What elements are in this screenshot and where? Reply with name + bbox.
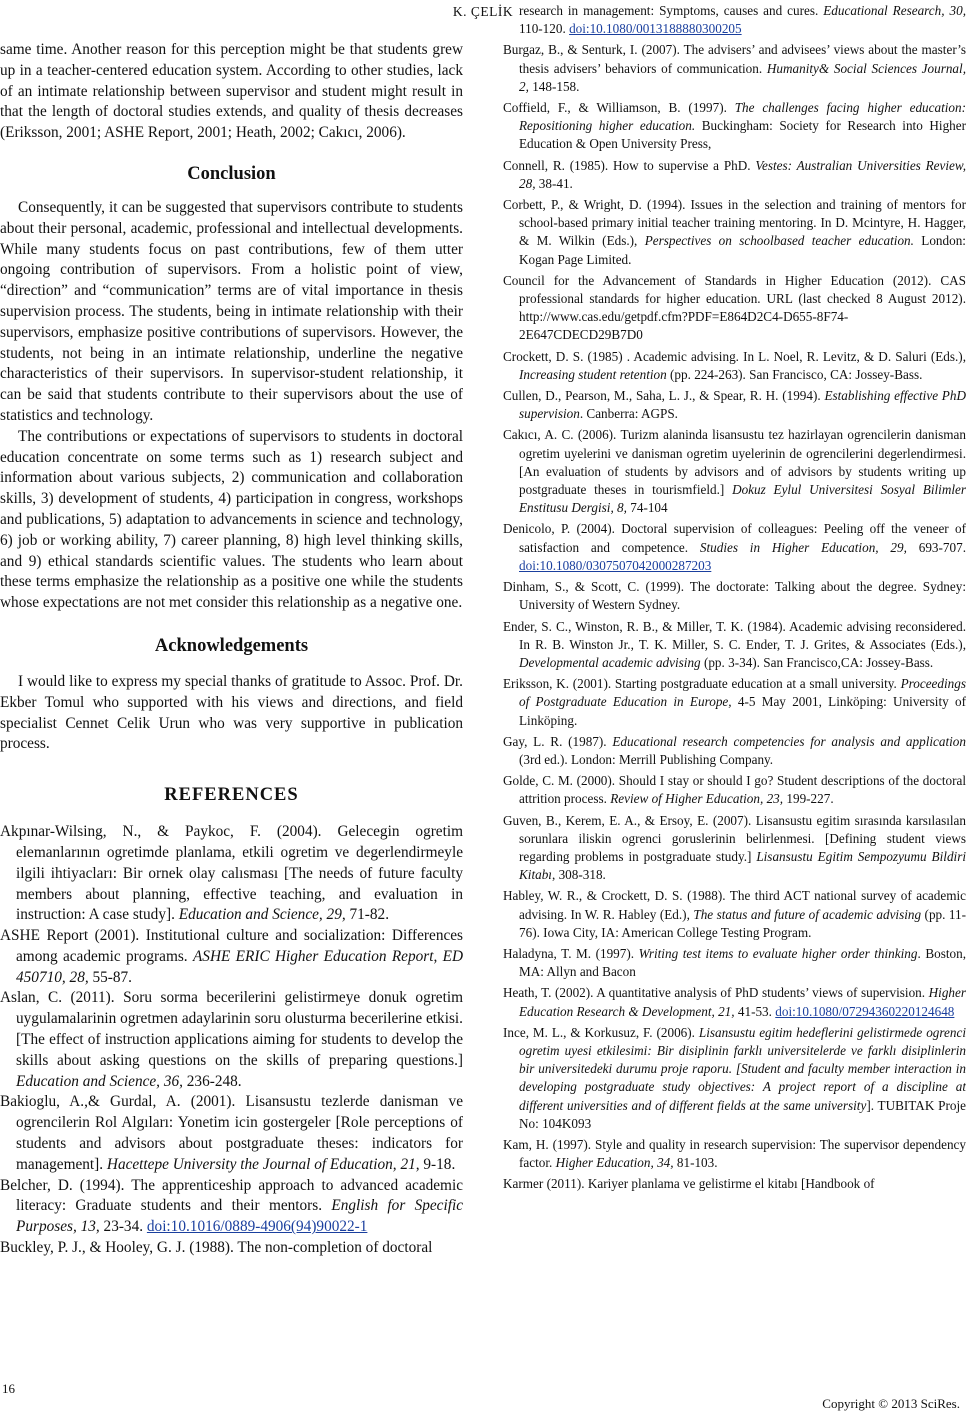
reference-pages: (pp. 11-76). Iowa City, IA: American College Testing Program.: [519, 906, 966, 940]
reference-pages: (3rd ed.). London: Merrill Publishing Company.: [519, 751, 774, 767]
reference-source: Increasing student retention: [519, 366, 667, 382]
reference-entry: [503, 1024, 966, 1133]
reference-entry: [503, 41, 966, 96]
reference-entry: [503, 945, 966, 981]
reference-list: [0, 822, 463, 1259]
reference-entry: [503, 157, 966, 193]
doi-link[interactable]: doi:10.1016/0889-4906(94)90022-1: [146, 1218, 368, 1236]
reference-pages: 38-41.: [535, 175, 573, 191]
reference-text: Kam, H. (1997). Style and quality in research supervision: The supervisor dependency factor.: [503, 1136, 966, 1171]
body-paragraph: Consequently, it can be suggested that supervisors contribute to students about their personal, academic, professional and intellectual developments. While many students focus on past contributions, few of them utter ongoing contribution of supervisors. From a holistic point of view, “direction” and “communication” terms are of vital importance in thesis supervision process. The students, being in intimate relationship with their supervisors, emphasize positive contributions of supervisors. However, the students, not being in an intimate relationship, underline the negative characteristics of their supervisors. In supervisor-student relationship, it can be said that students contribute to their supervisors about the use of statistics and technology.: [0, 198, 463, 424]
reference-pages: . Boston, MA: Allyn and Bacon: [519, 945, 966, 980]
reference-entry: [503, 733, 966, 769]
reference-text: Cakıcı, A. C. (2006). Turizm alaninda lisansustu tez hazirlayan ogrencilerin danisman ogretim uyelerini ve danisman ogretim uyelerinin de ogrencilerini degerlendirmesi. [An evaluation of students by advisors and of advisors by students writing up postgraduate theses in tourismfield.]: [503, 427, 966, 498]
reference-source: Establishing effective PhD supervision: [519, 388, 966, 422]
reference-text: Aslan, C. (2011). Soru sorma becerilerini gelistirmeye donuk ogretim uygulamalarinin ogretmen adaylarinin soru olusturma becerilerine etkisi. [The effect of instruction applications aiming for students to develop the skills about asking questions on the skills of preparing questions.]: [0, 989, 463, 1069]
references-heading: REFERENCES: [164, 785, 299, 806]
reference-entry: [0, 926, 463, 988]
reference-pages: 9-18.: [419, 1155, 456, 1173]
reference-entry: [503, 2, 966, 38]
reference-pages: 74-104: [626, 500, 668, 516]
reference-pages: London: Kogan Page Limited.: [519, 233, 966, 267]
reference-text: Karmer (2011). Kariyer planlama ve gelistirme el kitabı [Handbook of: [503, 1176, 875, 1192]
doi-link[interactable]: doi:10.1080/0307507042000287203: [519, 557, 712, 573]
reference-source: Educational research competencies for analysis and application: [612, 733, 966, 749]
reference-pages: 4-5 May 2001, Linköping: University of Linköping.: [519, 694, 966, 728]
reference-source: Perspectives on schoolbased teacher education.: [644, 233, 914, 249]
reference-pages: ]. TUBITAK Proje No: 104K093: [519, 1097, 966, 1131]
reference-pages: Buckingham: Society for Research into Higher Education & Open University Press,: [519, 118, 966, 152]
reference-pages: 693-707.: [906, 539, 966, 555]
reference-pages: . Canberra: AGPS.: [579, 406, 678, 422]
running-head: K. ÇELİK: [452, 4, 514, 19]
reference-entry: [503, 387, 966, 423]
reference-pages: 110-120.: [519, 21, 570, 37]
reference-entry: [503, 426, 966, 517]
reference-text: Coffield, F., & Williamson, B. (1997).: [503, 100, 735, 116]
reference-pages: 41-53.: [734, 1003, 776, 1019]
reference-entry: [0, 1176, 463, 1238]
reference-text: Eriksson, K. (2001). Starting postgraduate education at a small university.: [503, 676, 901, 692]
reference-entry: [503, 772, 966, 808]
reference-entry: [503, 984, 966, 1020]
reference-pages: 236-248.: [182, 1072, 242, 1090]
reference-text: ASHE Report (2001). Institutional culture and socialization: Differences among academic programs.: [0, 927, 463, 965]
reference-text: Golde, C. M. (2000). Should I stay or should I go? Student descriptions of the doctoral attrition process.: [503, 773, 966, 807]
reference-text: Heath, T. (2002). A quantitative analysis of PhD students’ views of supervision.: [503, 985, 929, 1001]
reference-source: Lisansustu egitim hedeflerini gelistirmede ogrenci ogretim uyesi etkilesimi: Bir disiplinin farklı universitelerde ve farklı disiplinlerin bir universitedeki durumu proje raporu. [Student and faculty member interaction in developing postgraduate study objectives: A project report of a discipline at different universities and of different fields at the same university: [519, 1024, 966, 1113]
reference-source: Studies in Higher Education, 29,: [699, 539, 907, 555]
reference-text: Belcher, D. (1994). The apprenticeship approach to advanced academic literacy: Graduate students and their mentors.: [0, 1176, 463, 1215]
reference-source: The status and future of academic advising: [693, 906, 922, 922]
reference-text: Crockett, D. S. (1985) . Academic advising. In L. Noel, R. Levitz, & D. Saluri (Eds.),: [503, 348, 966, 364]
reference-pages: (pp. 224-263). San Francisco, CA: Jossey-Bass.: [666, 366, 923, 382]
reference-source: Hacettepe University the Journal of Education, 21,: [106, 1155, 420, 1173]
reference-entry: [503, 196, 966, 269]
reference-entry: [503, 887, 966, 942]
reference-text: Dinham, S., & Scott, C. (1999). The doctorate: Talking about the degree. Sydney: University of Western Sydney.: [503, 579, 966, 613]
reference-source: Proceedings of Postgraduate Education in Europe,: [519, 676, 966, 710]
reference-text: Ince, M. L., & Korkusuz, F. (2006).: [503, 1024, 699, 1040]
reference-entry: [503, 578, 966, 614]
reference-text: Guven, B., Kerem, E. A., & Ersoy, E. (2007). Lisansustu egitim sırasında karsılasılan sorunlara iliskin ogrenci goruslerinin belirlenmesi. [Defining student views regarding problems in postgraduate study.]: [503, 812, 966, 864]
reference-entry: [503, 1136, 966, 1172]
reference-entry: [503, 618, 966, 673]
reference-text: Gay, L. R. (1987).: [503, 733, 613, 749]
reference-source: Higher Education, 34,: [555, 1155, 674, 1171]
reference-text: Habley, W. R., & Crockett, D. S. (1988). The third ACT national survey of academic advising. In W. R. Habley (Ed.),: [503, 888, 966, 922]
reference-entry: [503, 675, 966, 730]
page-number: 16: [2, 1381, 15, 1396]
reference-source: Dokuz Eylul Universitesi Sosyal Bilimler Enstitusu Dergisi, 8,: [519, 482, 966, 516]
reference-source: Lisansustu Egitim Sempozyumu Bildiri Kitabı: [519, 848, 966, 883]
reference-source: Writing test items to evaluate higher order thinking: [638, 945, 918, 961]
reference-source: Educational Research, 30,: [823, 3, 966, 18]
reference-source: Developmental academic advising: [519, 654, 701, 670]
reference-entry: [0, 988, 463, 1092]
reference-entry: [503, 272, 966, 345]
reference-entry: [0, 822, 463, 926]
reference-entry: [0, 1238, 463, 1259]
reference-text: Akpınar-Wilsing, N., & Paykoc, F. (2004). Gelecegin ogretim elemanlarının ogretimde planlama, etkili ogretim ve degerlendirmeyle ilgili ihtiyacları: Bir ornek olay calısması [The needs of future faculty members about planning, effective teaching, and evaluation in instruction: A case study].: [0, 823, 463, 924]
reference-entry: [503, 1175, 966, 1193]
reference-source: Vestes: Australian Universities Review, 28,: [519, 157, 966, 191]
conclusion-heading: Conclusion: [187, 163, 276, 184]
reference-entry: [503, 348, 966, 384]
body-paragraph: I would like to express my special thanks of gratitude to Assoc. Prof. Dr. Ekber Tomul who supported with his views and directions, and field specialist Cennet Celik Urun who was very supportive in publication process.: [0, 672, 463, 753]
reference-entry: [503, 520, 966, 575]
reference-source: Higher Education Research & Development, 21,: [519, 985, 966, 1019]
reference-text: Bakioglu, A.,& Gurdal, A. (2001). Lisansustu tezlerde danisman ve ogrencilerin Rol Algıları: Yonetim icin gostergeler [Role perceptions of students and advisors about postgraduate theses: indicators for management].: [0, 1093, 463, 1173]
left-column: [0, 40, 463, 1259]
reference-list-continued: [503, 2, 966, 1197]
doi-link[interactable]: doi:10.1080/07294360220124648: [775, 1003, 955, 1019]
reference-text: Denicolo, P. (2004). Doctoral supervision of colleagues: Peeling off the veneer of satisfaction and competence.: [503, 521, 966, 555]
reference-pages: 71-82.: [345, 906, 390, 924]
body-paragraph: same time. Another reason for this perception might be that students grew up in a teacher-centered education system. According to other studies, lack of an intimate relationship between supervisor and student might result in that the length of doctoral studies extends, and quality of thesis decreases (Eriksson, 2001; ASHE Report, 2001; Heath, 2002; Cakıcı, 2006).: [0, 41, 463, 142]
reference-text: Connell, R. (1985). How to supervise a PhD.: [503, 157, 756, 173]
copyright-notice: Copyright © 2013 SciRes.: [822, 1396, 960, 1411]
reference-pages: (pp. 3-34). San Francisco,CA: Jossey-Bass.: [700, 654, 934, 670]
reference-text: Ender, S. C., Winston, R. B., & Miller, T. K. (1984). Academic advising reconsidered. In R. B. Winston Jr., T. K. Miller, S. C. Ender, T. J. Grites, & Associates (Eds.),: [503, 618, 966, 652]
reference-source: Review of Higher Education, 23,: [610, 791, 784, 807]
reference-pages: 23-34.: [99, 1218, 147, 1236]
reference-text: research in management: Symptoms, causes and cures.: [519, 3, 824, 18]
reference-source: English for Specific Purposes, 13,: [16, 1197, 463, 1236]
reference-text: Haladyna, T. M. (1997).: [503, 945, 639, 961]
reference-text: Council for the Advancement of Standards in Higher Education (2012). CAS professional standards for higher education. URL (last checked 8 August 2012). http://www.cas.edu/getpdf.cfm?PDF=E864D2C4-D655-8F74-2E647CDECD29B7D0: [503, 272, 966, 343]
doi-link[interactable]: doi:10.1080/0013188880300205: [569, 21, 742, 37]
reference-pages: 55-87.: [88, 968, 133, 986]
reference-source: Humanity& Social Sciences Journal, 2,: [519, 60, 966, 94]
reference-source: ASHE ERIC Higher Education Report, ED 450710, 28,: [16, 947, 463, 986]
reference-pages: , 308-318.: [551, 867, 606, 883]
reference-entry: [0, 1092, 463, 1175]
reference-entry: [503, 99, 966, 154]
reference-text: Cullen, D., Pearson, M., Saha, L. J., & Spear, R. H. (1994).: [503, 388, 825, 404]
reference-source: Education and Science, 29,: [178, 906, 346, 924]
reference-pages: 81-103.: [673, 1155, 718, 1171]
reference-text: Corbett, P., & Wright, D. (1994). Issues in the selection and training of mentors for school-based primary initial teacher training mentoring. In D. Mcintyre, H. Hagger, & M. Wilkin (Eds.),: [503, 197, 966, 249]
acknowledgements-heading: Acknowledgements: [154, 635, 309, 656]
reference-source: The challenges facing higher education: Repositioning higher education.: [519, 100, 966, 134]
reference-text: Buckley, P. J., & Hooley, G. J. (1988). The non-completion of doctoral: [0, 1239, 433, 1257]
body-paragraph: The contributions or expectations of supervisors to students in doctoral education concentrate on some terms such as 1) research subject and information about various subjects, 2) communication and collaboration skills, 3) development of students, 4) participation in congress, workshops and publications, 5) adaptation to advancements in science and technology, 6) job or working ability, 7) career planning, 8) high level thinking skills, and 9) ethical standards scientific values. The students who learn about these terms emphasize the relationship as a positive one while the students whose expectations are not met consider this relationship as a negative one.: [0, 427, 463, 612]
reference-text: Burgaz, B., & Senturk, I. (2007). The advisers’ and advisees’ views about the master’s thesis advisers’ behaviors of communication.: [503, 42, 966, 76]
reference-entry: [503, 812, 966, 885]
reference-source: Education and Science, 36,: [16, 1072, 183, 1090]
reference-pages: 199-227.: [783, 791, 834, 807]
reference-pages: 148-158.: [528, 78, 580, 94]
